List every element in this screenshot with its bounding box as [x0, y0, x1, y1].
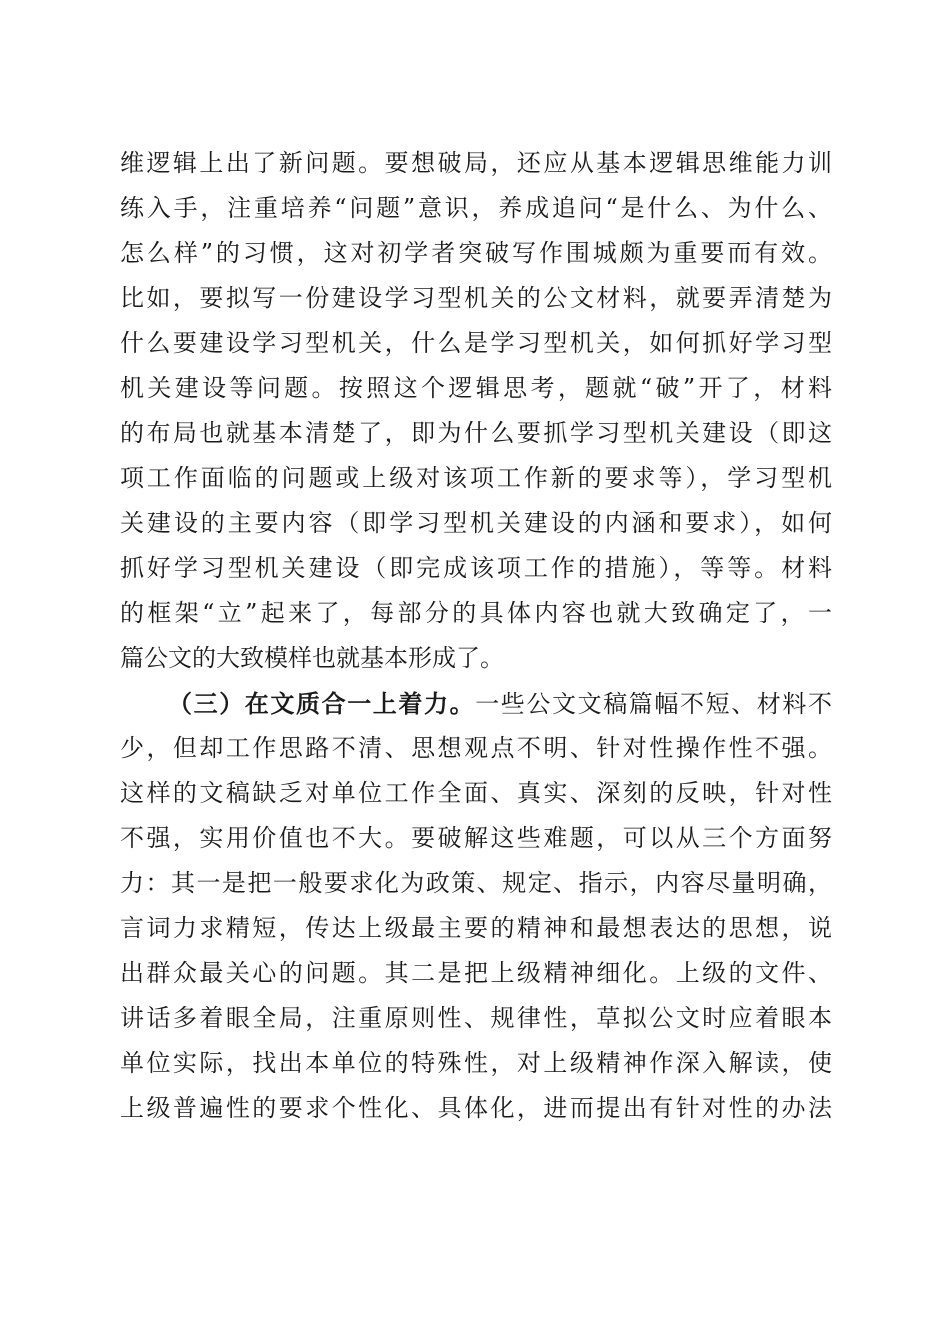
- text-line: 讲话多着眼全局，注重原则性、规律性，草拟公文时应着眼本: [120, 1004, 832, 1032]
- section-heading: （三）在文质合一上着力。: [168, 689, 476, 718]
- text-line: 项工作面临的问题或上级对该项工作新的要求等），学习型机: [120, 464, 832, 492]
- text-line: 机关建设等问题。按照这个逻辑思考，题就“破”开了，材料: [120, 374, 832, 402]
- text-line: 单位实际，找出本单位的特殊性，对上级精神作深入解读，使: [120, 1049, 832, 1077]
- text-line: 练入手，注重培养“问题”意识，养成追问“是什么、为什么、: [120, 194, 832, 222]
- section-heading-rest: 一些公文文稿篇幅不短、材料不: [475, 690, 833, 718]
- text-line: 什么要建设学习型机关，什么是学习型机关，如何抓好学习型: [120, 329, 832, 357]
- text-line: 上级普遍性的要求个性化、具体化，进而提出有针对性的办法: [120, 1094, 832, 1122]
- text-line: 篇公文的大致模样也就基本形成了。: [120, 644, 504, 672]
- text-line: 的布局也就基本清楚了，即为什么要抓学习型机关建设（即这: [120, 419, 832, 447]
- text-line: 比如，要拟写一份建设学习型机关的公文材料，就要弄清楚为: [120, 284, 832, 312]
- text-line: 少，但却工作思路不清、思想观点不明、针对性操作性不强。: [120, 734, 832, 762]
- text-line: 这样的文稿缺乏对单位工作全面、真实、深刻的反映，针对性: [120, 779, 832, 807]
- text-line: 抓好学习型机关建设（即完成该项工作的措施），等等。材料: [120, 554, 832, 582]
- text-line: 言词力求精短，传达上级最主要的精神和最想表达的思想，说: [120, 914, 832, 942]
- section-heading-line: [120, 681, 832, 726]
- text-line: 出群众最关心的问题。其二是把上级精神细化。上级的文件、: [120, 959, 832, 987]
- text-line: 关建设的主要内容（即学习型机关建设的内涵和要求），如何: [120, 509, 832, 537]
- text-line: 怎么样”的习惯，这对初学者突破写作围城颇为重要而有效。: [120, 239, 832, 267]
- body-text: [120, 141, 832, 1131]
- text-line: 的框架“立”起来了，每部分的具体内容也就大致确定了，一: [120, 599, 832, 627]
- text-line: 力：其一是把一般要求化为政策、规定、指示，内容尽量明确，: [120, 869, 832, 897]
- text-line: 维逻辑上出了新问题。要想破局，还应从基本逻辑思维能力训: [120, 149, 832, 177]
- text-line: 不强，实用价值也不大。要破解这些难题，可以从三个方面努: [120, 824, 832, 852]
